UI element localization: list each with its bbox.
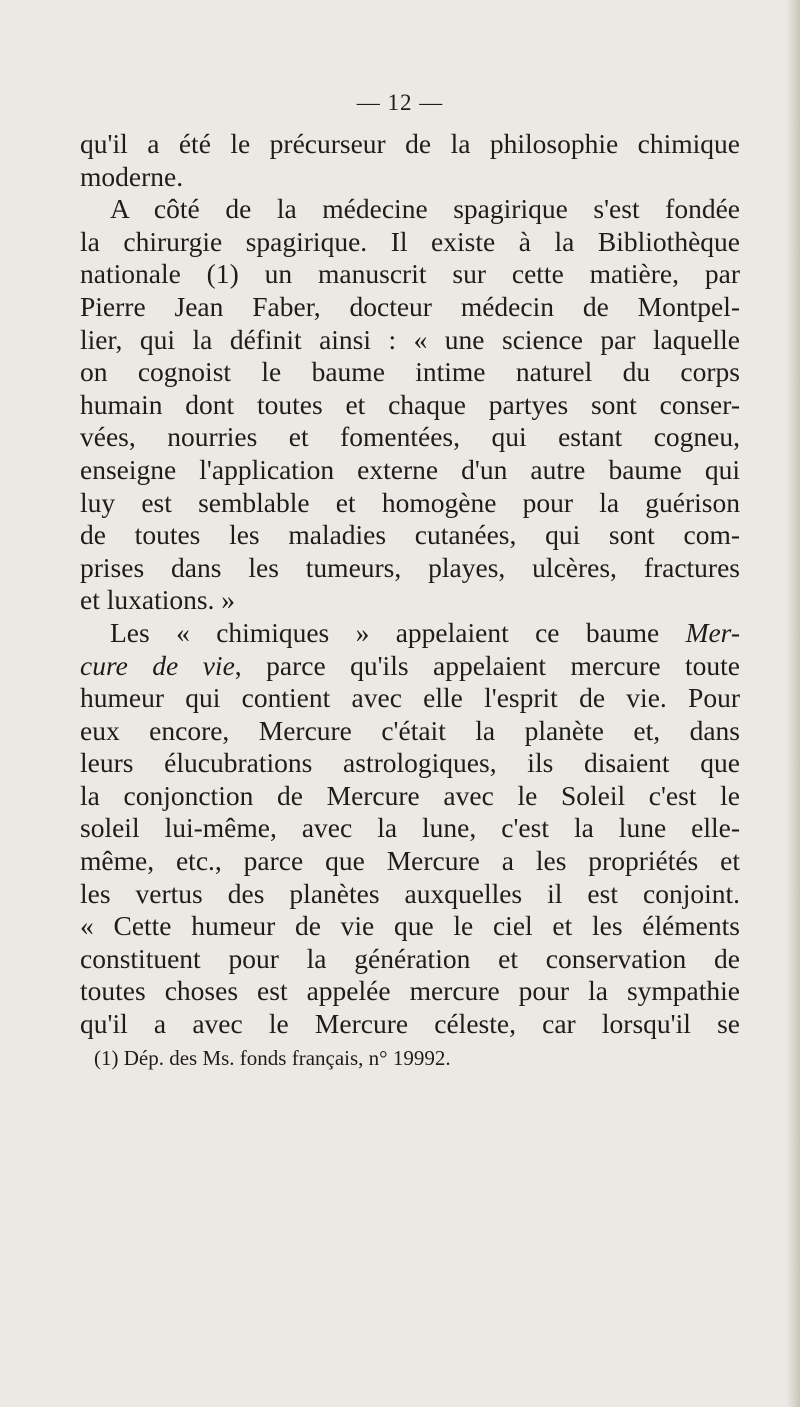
text-line: les vertus des planètes auxquelles il est conjoint. bbox=[80, 877, 740, 909]
page-edge-shadow bbox=[786, 0, 800, 1407]
text-line: humeur qui contient avec elle l'esprit de vie. Pour bbox=[80, 682, 740, 714]
text-line: qu'il a été le précurseur de la philosophie chimique bbox=[80, 128, 740, 159]
text-line: moderne. bbox=[80, 160, 184, 192]
text-line: lier, qui la définit ainsi : « une science par laquelle bbox=[80, 323, 740, 355]
text-line: soleil lui-même, avec la lune, c'est la lune elle- bbox=[80, 812, 740, 844]
body-text bbox=[80, 128, 740, 1071]
text-line: eux encore, Mercure c'était la planète et, dans bbox=[80, 714, 740, 746]
text-line: la conjonction de Mercure avec le Soleil c'est le bbox=[80, 779, 740, 811]
text-line: leurs élucubrations astrologiques, ils disaient que bbox=[80, 747, 740, 779]
text-line: nationale (1) un manuscrit sur cette matière, par bbox=[80, 258, 740, 290]
text-line: humain dont toutes et chaque partyes sont conser- bbox=[80, 388, 740, 420]
text-line: on cognoist le baume intime naturel du corps bbox=[80, 356, 740, 388]
text-line: prises dans les tumeurs, playes, ulcères, fractures bbox=[80, 551, 740, 583]
text-line: la chirurgie spagirique. Il existe à la Bibliothèque bbox=[80, 225, 740, 257]
text-line: enseigne l'application externe d'un autre baume qui bbox=[80, 453, 740, 485]
text-line: toutes choses est appelée mercure pour la sympathie bbox=[80, 975, 740, 1007]
text-line: « Cette humeur de vie que le ciel et les éléments bbox=[80, 910, 740, 942]
text-line: Les « chimiques » appelaient ce baume Mer- bbox=[110, 616, 740, 648]
page-number: — 12 — bbox=[356, 90, 444, 115]
text-line: Pierre Jean Faber, docteur médecin de Montpel- bbox=[80, 290, 740, 322]
text-line: vées, nourries et fomentées, qui estant cogneu, bbox=[80, 421, 740, 453]
text-line: de toutes les maladies cutanées, qui sont com- bbox=[80, 519, 740, 551]
text-line: qu'il a avec le Mercure céleste, car lorsqu'il se bbox=[80, 1008, 740, 1040]
text-line: et luxations. » bbox=[80, 584, 236, 616]
footnote: (1) Dép. des Ms. fonds français, n° 19992. bbox=[94, 1045, 451, 1070]
text-line: A côté de la médecine spagirique s'est fondée bbox=[110, 193, 740, 225]
text-line: cure de vie, parce qu'ils appelaient mercure toute bbox=[80, 649, 740, 681]
text-line: même, etc., parce que Mercure a les propriétés et bbox=[80, 845, 740, 877]
text-line: luy est semblable et homogène pour la guérison bbox=[80, 486, 740, 518]
text-line: constituent pour la génération et conservation de bbox=[80, 942, 740, 974]
